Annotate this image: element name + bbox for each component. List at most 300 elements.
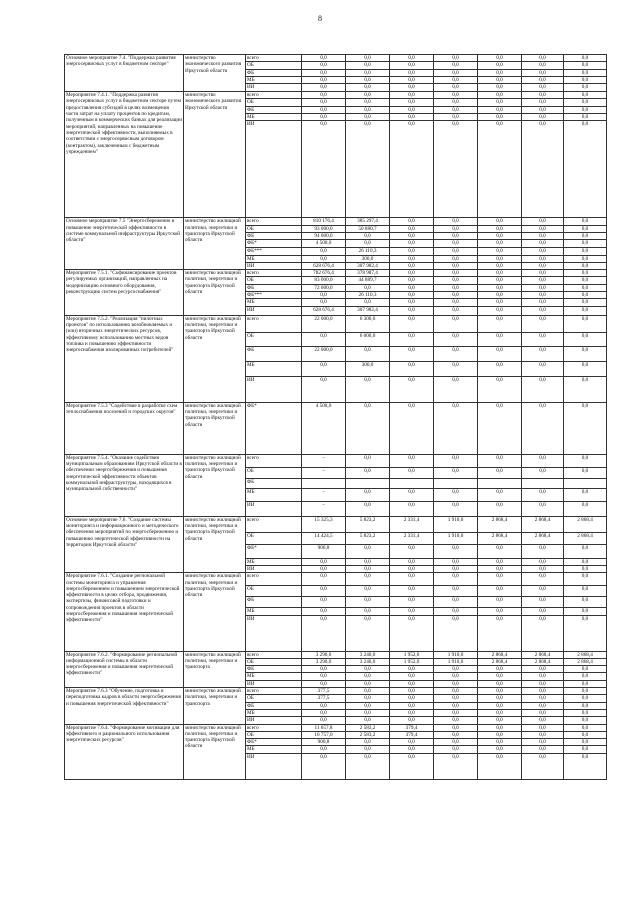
funding-source: ИИ (246, 753, 302, 779)
funding-source: ИИ (246, 501, 302, 516)
amount-cell: 0,0 (434, 573, 478, 586)
amount-cell: 0,0 (390, 717, 434, 724)
amount-cell: 0,0 (564, 262, 607, 269)
amount-cell: 0,0 (564, 680, 607, 687)
amount-cell: 0,0 (346, 376, 390, 402)
funding-source: МБ (246, 558, 302, 565)
funding-source: всего (246, 651, 302, 658)
amount-cell: 0,0 (346, 702, 390, 709)
amount-cell: 2 583,2 (346, 724, 390, 731)
amount-cell: 0,0 (564, 402, 607, 454)
amount-cell: 0,0 (390, 315, 434, 332)
executor: министерство жилищной политики, энергетики и транспорта Иркутской области (184, 724, 246, 779)
amount-cell: 0,0 (564, 717, 607, 724)
amount-cell: 0,0 (302, 106, 346, 113)
amount-cell: 0,0 (478, 746, 522, 753)
amount-cell: 22 000,0 (302, 315, 346, 332)
amount-cell: 0,0 (390, 232, 434, 239)
amount-cell: 3 240,0 (346, 651, 390, 658)
amount-cell: 26 110,3 (346, 247, 390, 255)
amount-cell: 0,0 (390, 688, 434, 695)
amount-cell: 0,0 (346, 454, 390, 467)
amount-cell: 0,0 (522, 55, 564, 62)
executor: министерство жилищной политики, энергетики и транспорта Иркутской области (184, 454, 246, 516)
amount-cell: 0,0 (434, 488, 478, 501)
amount-cell: 0,0 (478, 99, 522, 106)
funding-source: ФБ (246, 69, 302, 76)
amount-cell: 0,0 (478, 284, 522, 291)
amount-cell: 0,0 (478, 315, 522, 332)
funding-source: всего (246, 218, 302, 225)
amount-cell: 0,0 (434, 695, 478, 702)
amount-cell: 0,0 (346, 240, 390, 247)
amount-cell: 307 982,4 (346, 262, 390, 269)
funding-source: ФБ* (246, 544, 302, 558)
table-row (65, 92, 607, 99)
funding-source: ФБ* (246, 739, 302, 746)
amount-cell: 0,0 (434, 753, 478, 779)
funding-source: всего (246, 724, 302, 731)
amount-cell: 0,0 (390, 240, 434, 247)
amount-cell: 93 000,0 (302, 225, 346, 232)
amount-cell: 0,0 (302, 573, 346, 586)
funding-source: МБ (246, 114, 302, 121)
amount-cell: 0,0 (564, 346, 607, 361)
amount-cell: 0,0 (434, 62, 478, 69)
amount-cell: 0,0 (564, 673, 607, 680)
amount-cell: 0,0 (434, 615, 478, 651)
amount-cell: 0,0 (434, 99, 478, 106)
amount-cell: 2 868,4 (564, 651, 607, 658)
amount-cell: 0,0 (564, 361, 607, 376)
funding-source: ОБ (246, 731, 302, 738)
amount-cell: 0,0 (478, 501, 522, 516)
amount-cell: 0,0 (478, 114, 522, 121)
executor: министерство экономического развития Иркутской области (184, 92, 246, 218)
activity-name: Мероприятие 7.5.3 "Содействие в разработке схем теплоснабжения поселений и городских округов" (65, 402, 184, 454)
amount-cell: 0,0 (434, 597, 478, 608)
amount-cell: 2 331,4 (390, 532, 434, 544)
amount-cell: 4 500,0 (302, 402, 346, 454)
executor: министерство жилищной политики, энергетики и транспорта Иркутской области (184, 573, 246, 651)
amount-cell: 0,0 (434, 702, 478, 709)
amount-cell: 0,0 (564, 240, 607, 247)
amount-cell: 0,0 (564, 232, 607, 239)
amount-cell: 0,0 (478, 673, 522, 680)
table-row (65, 315, 607, 332)
amount-cell: 0,0 (434, 467, 478, 478)
amount-cell: 385 297,4 (346, 218, 390, 225)
amount-cell: 0,0 (564, 488, 607, 501)
amount-cell: 0,0 (522, 232, 564, 239)
amount-cell: 0,0 (302, 92, 346, 99)
amount-cell: 0,0 (434, 121, 478, 218)
amount-cell: 0,0 (522, 467, 564, 478)
activity-name: Мероприятие 7.5.2. "Реализация "пилотных проектов" по использованию возобновляемых и (или) вторичных энергетических ресурсов, эффективному использованию местных видов топлива и повышению эффективности энергоснабжения изолированных потребителей" (65, 315, 184, 402)
amount-cell: 0,0 (346, 501, 390, 516)
amount-cell: 0,0 (390, 99, 434, 106)
amount-cell: 0,0 (434, 739, 478, 746)
amount-cell: 0,0 (434, 277, 478, 284)
amount-cell: 300,0 (346, 255, 390, 262)
amount-cell: 0,0 (522, 402, 564, 454)
amount-cell: 0,0 (434, 270, 478, 277)
amount-cell: 0,0 (522, 615, 564, 651)
funding-source: ФБ (246, 597, 302, 608)
amount-cell: – (302, 467, 346, 478)
amount-cell: 0,0 (522, 573, 564, 586)
amount-cell: 0,0 (522, 709, 564, 716)
table-row (65, 724, 607, 731)
amount-cell: 0,0 (390, 558, 434, 565)
amount-cell: 0,0 (478, 255, 522, 262)
amount-cell: 0,0 (478, 709, 522, 716)
amount-cell: 1 910,0 (434, 532, 478, 544)
amount-cell: 0,0 (390, 402, 434, 454)
amount-cell: 0,0 (478, 292, 522, 299)
funding-source: всего (246, 516, 302, 532)
funding-source: ИИ (246, 376, 302, 402)
amount-cell: 0,0 (522, 240, 564, 247)
funding-source: ОБ (246, 332, 302, 346)
funding-source: МБ (246, 255, 302, 262)
funding-source: ОБ (246, 532, 302, 544)
amount-cell: 2 868,4 (478, 651, 522, 658)
amount-cell: 0,0 (478, 232, 522, 239)
amount-cell: 0,0 (302, 121, 346, 218)
amount-cell: 0,0 (434, 232, 478, 239)
amount-cell: 11 657,8 (302, 724, 346, 731)
amount-cell: 0,0 (564, 688, 607, 695)
amount-cell: 628 676,4 (302, 306, 346, 315)
amount-cell: 0,0 (478, 586, 522, 597)
amount-cell: 0,0 (434, 247, 478, 255)
amount-cell: 0,0 (434, 544, 478, 558)
amount-cell: 0,0 (434, 262, 478, 269)
amount-cell: 0,0 (478, 270, 522, 277)
amount-cell: 0,0 (434, 92, 478, 99)
amount-cell: 0,0 (346, 680, 390, 687)
amount-cell: 0,0 (564, 99, 607, 106)
amount-cell: 0,0 (434, 586, 478, 597)
amount-cell: 0,0 (434, 218, 478, 225)
amount-cell: 0,0 (478, 402, 522, 454)
amount-cell: 0,0 (390, 292, 434, 299)
amount-cell: 0,0 (478, 92, 522, 99)
funding-source: ФБ* (246, 402, 302, 454)
amount-cell: 0,0 (478, 218, 522, 225)
amount-cell: 0,0 (390, 565, 434, 572)
amount-cell: 0,0 (390, 739, 434, 746)
amount-cell: 0,0 (564, 106, 607, 113)
amount-cell: 0,0 (346, 84, 390, 92)
funding-source: ОБ (246, 277, 302, 284)
funding-source: ИИ (246, 680, 302, 687)
amount-cell: 0,0 (564, 731, 607, 738)
amount-cell: 0,0 (390, 225, 434, 232)
executor: министерство жилищной политики, энергетики и транспорта (184, 688, 246, 724)
funding-source: МБ (246, 76, 302, 83)
amount-cell: 1 952,0 (390, 658, 434, 665)
amount-cell: 0,0 (522, 558, 564, 565)
amount-cell: 0,0 (390, 69, 434, 76)
amount-cell: 810 176,4 (302, 218, 346, 225)
table-row (65, 402, 607, 454)
amount-cell: 0,0 (390, 84, 434, 92)
funding-source: ФБ (246, 478, 302, 488)
amount-cell: 0,0 (434, 306, 478, 315)
amount-cell: 0,0 (564, 121, 607, 218)
amount-cell: 0,0 (302, 717, 346, 724)
amount-cell: 0,0 (346, 69, 390, 76)
amount-cell: 0,0 (302, 55, 346, 62)
amount-cell: 0,0 (434, 76, 478, 83)
amount-cell: 0,0 (564, 501, 607, 516)
amount-cell: 0,0 (522, 739, 564, 746)
amount-cell: 0,0 (434, 501, 478, 516)
amount-cell: 0,0 (390, 247, 434, 255)
amount-cell: 0,0 (478, 702, 522, 709)
amount-cell: 0,0 (390, 255, 434, 262)
amount-cell: 3 290,0 (302, 651, 346, 658)
amount-cell: 0,0 (390, 467, 434, 478)
funding-source: ОБ (246, 658, 302, 665)
amount-cell: 0,0 (564, 277, 607, 284)
amount-cell: 0,0 (302, 99, 346, 106)
amount-cell: 0,0 (564, 114, 607, 121)
amount-cell: 0,0 (522, 106, 564, 113)
amount-cell: 0,0 (522, 454, 564, 467)
amount-cell: 0,0 (302, 292, 346, 299)
amount-cell: 0,0 (522, 84, 564, 92)
amount-cell: 50 880,7 (346, 225, 390, 232)
table-row (65, 573, 607, 586)
amount-cell: 0,0 (522, 247, 564, 255)
amount-cell: 0,0 (564, 608, 607, 615)
amount-cell: 0,0 (346, 92, 390, 99)
amount-cell: 0,0 (478, 106, 522, 113)
amount-cell: 0,0 (434, 55, 478, 62)
amount-cell: 0,0 (346, 717, 390, 724)
amount-cell: 0,0 (478, 753, 522, 779)
funding-source: ИИ (246, 615, 302, 651)
amount-cell: – (302, 488, 346, 501)
amount-cell: 0,0 (434, 361, 478, 376)
amount-cell: 0,0 (564, 454, 607, 467)
amount-cell: 0,0 (478, 717, 522, 724)
table-row (65, 688, 607, 695)
amount-cell: 2 868,4 (564, 516, 607, 532)
amount-cell (522, 478, 564, 488)
amount-cell: 0,0 (478, 731, 522, 738)
amount-cell: 0,0 (522, 501, 564, 516)
amount-cell: 0,0 (564, 299, 607, 306)
funding-table (64, 54, 607, 780)
amount-cell: 0,0 (522, 488, 564, 501)
amount-cell: 0,0 (346, 739, 390, 746)
amount-cell: 0,0 (478, 247, 522, 255)
amount-cell: 0,0 (302, 114, 346, 121)
amount-cell: 0,0 (478, 240, 522, 247)
amount-cell: 0,0 (564, 695, 607, 702)
amount-cell: 0,0 (478, 121, 522, 218)
amount-cell: 94 000,0 (302, 232, 346, 239)
amount-cell: 0,0 (302, 709, 346, 716)
amount-cell: 0,0 (564, 544, 607, 558)
activity-name: Основное мероприятие 7.6. "Создание системы мониторинга и информационного и методического обеспечения мероприятий по энергосбережению и повышению энергетической эффективности на территории Иркутской области" (65, 516, 184, 573)
amount-cell: 0,0 (390, 284, 434, 291)
amount-cell: 0,0 (390, 306, 434, 315)
funding-source: ФБ*** (246, 247, 302, 255)
amount-cell: 0,0 (564, 218, 607, 225)
amount-cell: 0,0 (434, 84, 478, 92)
amount-cell: 0,0 (302, 76, 346, 83)
amount-cell: 0,0 (522, 666, 564, 673)
amount-cell: 0,0 (522, 69, 564, 76)
executor: министерство жилищной политики, энергетики и транспорта Иркутской области (184, 315, 246, 402)
amount-cell: 0,0 (564, 376, 607, 402)
amount-cell: 0,0 (434, 666, 478, 673)
amount-cell: 0,0 (564, 573, 607, 586)
funding-source: ФБ*** (246, 292, 302, 299)
amount-cell: 0,0 (478, 724, 522, 731)
amount-cell: 0,0 (478, 299, 522, 306)
funding-source: ФБ (246, 106, 302, 113)
amount-cell: 0,0 (390, 218, 434, 225)
amount-cell: 0,0 (564, 709, 607, 716)
table-row (65, 516, 607, 532)
amount-cell: 0,0 (302, 84, 346, 92)
amount-cell: 6 000,0 (346, 332, 390, 346)
funding-source: ФБ (246, 666, 302, 673)
amount-cell: 22 000,0 (302, 346, 346, 361)
amount-cell: 0,0 (434, 709, 478, 716)
amount-cell: 2 583,2 (346, 731, 390, 738)
amount-cell: 0,0 (390, 709, 434, 716)
amount-cell: 0,0 (302, 615, 346, 651)
amount-cell: 0,0 (522, 225, 564, 232)
amount-cell: 2 868,4 (478, 516, 522, 532)
amount-cell: 0,0 (522, 702, 564, 709)
amount-cell: 0,0 (522, 218, 564, 225)
amount-cell: 2 868,4 (522, 651, 564, 658)
funding-source: ФБ (246, 702, 302, 709)
amount-cell: 0,0 (434, 717, 478, 724)
funding-source: МБ (246, 673, 302, 680)
amount-cell: 0,0 (434, 69, 478, 76)
amount-cell: 0,0 (346, 121, 390, 218)
amount-cell: 0,0 (346, 608, 390, 615)
amount-cell: 0,0 (390, 695, 434, 702)
funding-source: МБ (246, 608, 302, 615)
amount-cell: 0,0 (390, 361, 434, 376)
table-row (65, 454, 607, 467)
amount-cell: 0,0 (478, 84, 522, 92)
amount-cell: 0,0 (478, 680, 522, 687)
amount-cell: 0,0 (390, 262, 434, 269)
amount-cell: 628 676,4 (302, 262, 346, 269)
amount-cell: 0,0 (564, 225, 607, 232)
amount-cell: 0,0 (434, 346, 478, 361)
amount-cell: 0,0 (434, 114, 478, 121)
amount-cell: 0,0 (302, 558, 346, 565)
amount-cell: 0,0 (564, 702, 607, 709)
amount-cell: 0,0 (478, 55, 522, 62)
amount-cell: 0,0 (522, 92, 564, 99)
amount-cell: 0,0 (302, 255, 346, 262)
amount-cell: 0,0 (564, 315, 607, 332)
amount-cell: 0,0 (478, 608, 522, 615)
funding-source: ОБ (246, 467, 302, 478)
funding-source: МБ (246, 746, 302, 753)
amount-cell: 0,0 (390, 76, 434, 83)
amount-cell: 0,0 (478, 225, 522, 232)
funding-source: ИИ (246, 262, 302, 269)
amount-cell: 0,0 (390, 121, 434, 218)
amount-cell: 0,0 (564, 724, 607, 731)
amount-cell: 0,0 (346, 284, 390, 291)
amount-cell: 0,0 (564, 615, 607, 651)
amount-cell: 44 889,7 (346, 277, 390, 284)
table-row (65, 218, 607, 225)
amount-cell: 72 000,0 (302, 284, 346, 291)
amount-cell: 0,0 (302, 586, 346, 597)
amount-cell: 0,0 (302, 753, 346, 779)
executor: министерство экономического развития Иркутской области (184, 55, 246, 92)
amount-cell: 0,0 (478, 454, 522, 467)
amount-cell: 0,0 (302, 666, 346, 673)
amount-cell: 0,0 (478, 573, 522, 586)
amount-cell: 0,0 (390, 746, 434, 753)
amount-cell: 2 868,4 (522, 532, 564, 544)
amount-cell: 83 000,0 (302, 277, 346, 284)
amount-cell: 0,0 (434, 284, 478, 291)
amount-cell: 0,0 (478, 306, 522, 315)
amount-cell: 0,0 (390, 488, 434, 501)
amount-cell: 0,0 (434, 558, 478, 565)
amount-cell: 0,0 (390, 615, 434, 651)
amount-cell: 0,0 (302, 597, 346, 608)
amount-cell: 0,0 (478, 76, 522, 83)
executor: министерство жилищной политики, энергетики и транспорта Иркутской области (184, 516, 246, 573)
amount-cell: 0,0 (478, 544, 522, 558)
table-row (65, 55, 607, 62)
funding-source: всего (246, 688, 302, 695)
amount-cell: 0,0 (346, 62, 390, 69)
activity-name: Мероприятие 7.4.1. "Поддержка развития энергосервисных услуг в бюджетном секторе путем предоставления субсидий в целях возмещения части затрат на уплату процентов по кредитам, полученным в коммерческих банках для реализации мероприятий, направленных на повышение энергетической эффективности, выполняемых в соответствии с энергосервисным договором (контрактом), заключенным с бюджетным учреждением" (65, 92, 184, 218)
amount-cell: 0,0 (434, 240, 478, 247)
amount-cell: 0,0 (302, 608, 346, 615)
amount-cell: 0,0 (390, 702, 434, 709)
table-row (65, 270, 607, 277)
amount-cell: 0,0 (522, 753, 564, 779)
amount-cell: 0,0 (478, 262, 522, 269)
amount-cell: 0,0 (390, 270, 434, 277)
amount-cell: 5 823,2 (346, 532, 390, 544)
amount-cell: 0,0 (434, 746, 478, 753)
amount-cell: 0,0 (522, 717, 564, 724)
amount-cell: 0,0 (346, 467, 390, 478)
amount-cell: 0,0 (302, 376, 346, 402)
amount-cell: 0,0 (390, 573, 434, 586)
amount-cell: 0,0 (522, 724, 564, 731)
funding-source: МБ (246, 361, 302, 376)
amount-cell: 0,0 (564, 284, 607, 291)
amount-cell: 0,0 (434, 402, 478, 454)
amount-cell: 0,0 (564, 666, 607, 673)
amount-cell: 0,0 (434, 673, 478, 680)
amount-cell: 0,0 (478, 695, 522, 702)
